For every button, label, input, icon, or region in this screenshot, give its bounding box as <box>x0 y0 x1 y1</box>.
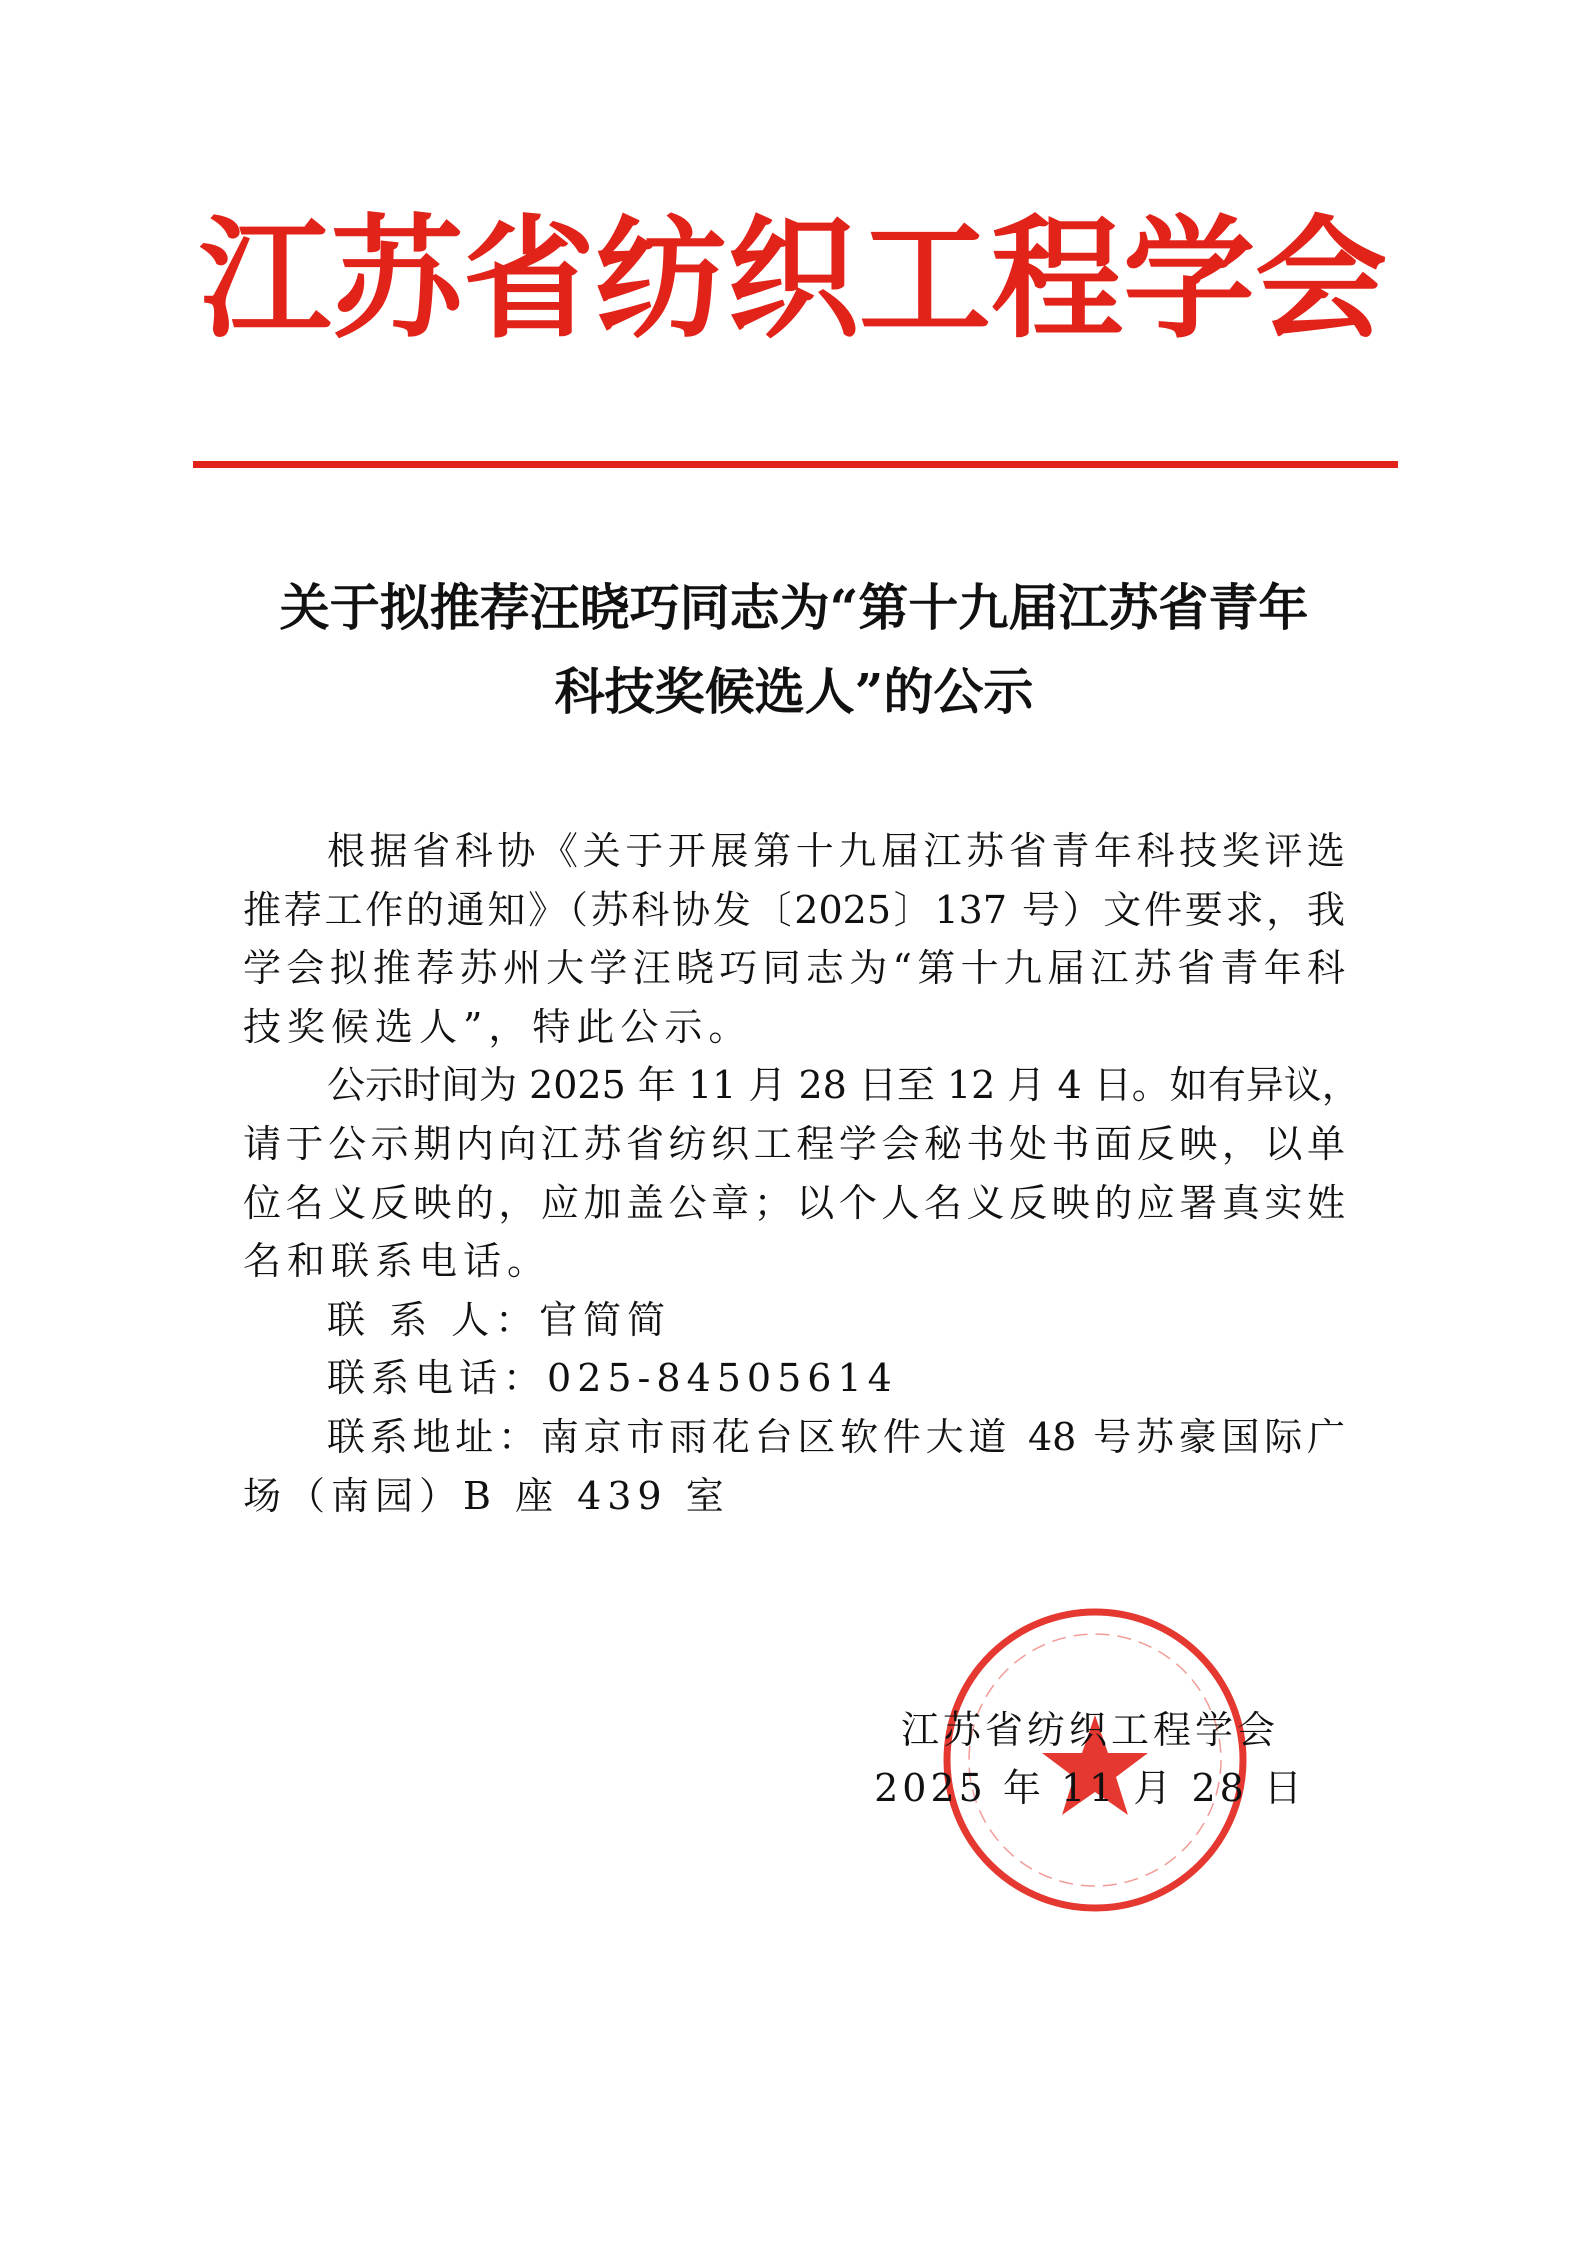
contact-address-label: 联系地址： <box>327 1414 541 1459</box>
contact-phone-row <box>243 1349 1345 1408</box>
body-line: 公示时间为 2025 年 11 月 28 日至 12 月 4 日。如有异议， <box>327 1063 1360 1108</box>
contact-phone-value: 025-84505614 <box>547 1356 898 1401</box>
contact-address-row <box>243 1408 1345 1467</box>
letterhead-organization-name: 江苏省纺织工程学会 <box>199 202 1387 357</box>
contact-person-value: 官简简 <box>539 1297 672 1342</box>
body-line: 技奖候选人”，特此公示。 <box>243 1004 753 1049</box>
body-line: 位名义反映的，应加盖公章；以个人名义反映的应署真实姓 <box>243 1180 1345 1225</box>
document-title <box>200 566 1388 734</box>
title-line-2: 科技奖候选人”的公示 <box>554 662 1034 721</box>
body-line: 请于公示期内向江苏省纺织工程学会秘书处书面反映，以单 <box>243 1121 1345 1166</box>
signature-date: 2025 年 11 月 28 日 <box>874 1766 1306 1810</box>
title-line-1: 关于拟推荐汪晓巧同志为“第十九届江苏省青年 <box>279 578 1309 637</box>
contact-phone-label: 联系电话： <box>327 1356 548 1401</box>
official-seal <box>940 1605 1250 1915</box>
contact-person-row <box>243 1291 1345 1350</box>
letterhead-divider <box>193 461 1398 468</box>
body-line: 根据省科协《关于开展第十九届江苏省青年科技奖评选 <box>327 829 1345 873</box>
body-line: 推荐工作的通知》（苏科协发〔2025〕137 号）文件要求，我 <box>243 887 1345 932</box>
body-line: 名和联系电话。 <box>243 1239 552 1284</box>
contact-person-label: 联 系 人： <box>327 1297 540 1342</box>
document-body <box>243 822 1360 1525</box>
contact-address-continued: 场（南园）B 座 439 室 <box>243 1473 730 1518</box>
signature-organization: 江苏省纺织工程学会 <box>900 1708 1279 1752</box>
contact-address-value: 南京市雨花台区软件大道 48 号苏豪国际广 <box>540 1414 1345 1459</box>
body-line: 学会拟推荐苏州大学汪晓巧同志为“第十九届江苏省青年科 <box>243 946 1345 991</box>
